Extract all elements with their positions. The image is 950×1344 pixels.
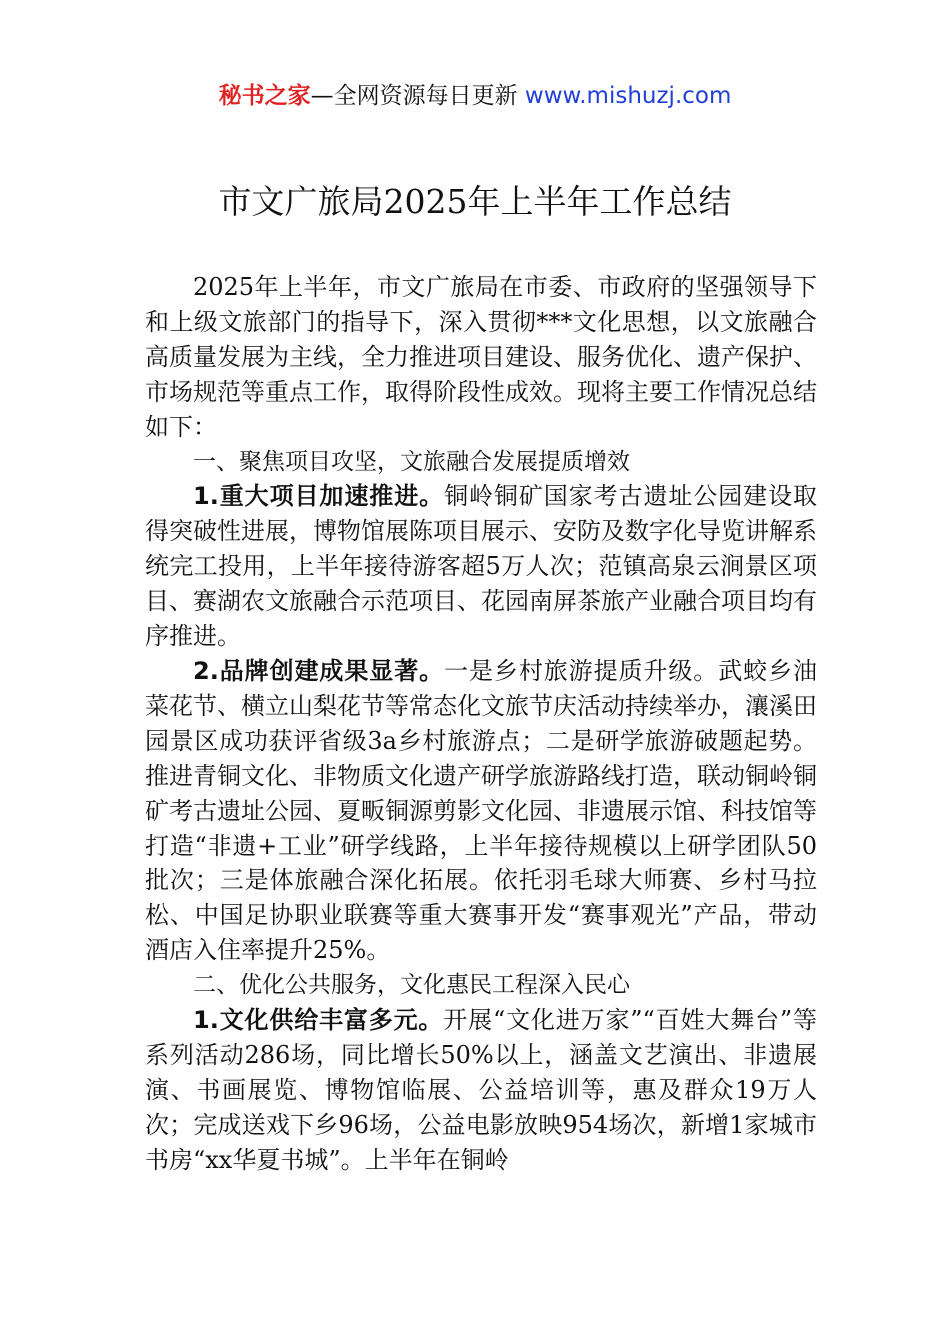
body-paragraph bbox=[145, 654, 817, 968]
intro-paragraph: 2025年上半年，市文广旅局在市委、市政府的坚强领导下和上级文旅部门的指导下，深入贯彻***文化思想，以文旅融合高质量发展为主线，全力推进项目建设、服务优化、遗产保护、市场规范等重点工作，取得阶段性成效。现将主要工作情况总结如下： bbox=[145, 273, 817, 441]
section-heading: 一、聚焦项目攻坚，文旅融合发展提质增效 bbox=[193, 448, 630, 475]
section-heading: 二、优化公共服务，文化惠民工程深入民心 bbox=[193, 972, 630, 999]
paragraph-lead: 2.品牌创建成果显著。 bbox=[193, 656, 445, 685]
document-body bbox=[145, 270, 817, 1178]
banner-brand: 秘书之家 bbox=[218, 83, 311, 109]
paragraph-lead: 1.重大项目加速推进。 bbox=[193, 482, 445, 511]
paragraph-text: 开展“文化进万家”“百姓大舞台”等系列活动286场，同比增长50%以上，涵盖文艺演出、非遗展演、书画展览、博物馆临展、公益培训等，惠及群众19万人次；完成送戏下乡96场，公益电影放映954场次，新增1家城市书房“xx华夏书城”。上半年在铜岭 bbox=[145, 1006, 817, 1174]
paragraph-text: 一是乡村旅游提质升级。武蛟乡油菜花节、横立山梨花节等常态化文旅节庆活动持续举办，瀼溪田园景区成功获评省级3a乡村旅游点；二是研学旅游破题起势。推进青铜文化、非物质文化遗产研学旅游路线打造，联动铜岭铜矿考古遗址公园、夏畈铜源剪影文化园、非遗展示馆、科技馆等打造“非遗+工业”研学线路，上半年接待规模以上研学团队50批次；三是体旅融合深化拓展。依托羽毛球大师赛、乡村马拉松、中国足协职业联赛等重大赛事开发“赛事观光”产品，带动酒店入住率提升25%。 bbox=[145, 656, 817, 965]
site-banner bbox=[0, 80, 950, 112]
document-title: 市文广旅局2025年上半年工作总结 bbox=[218, 182, 732, 221]
body-paragraph bbox=[145, 1003, 817, 1178]
paragraph-text: 铜岭铜矿国家考古遗址公园建设取得突破性进展，博物馆展陈项目展示、安防及数字化导览讲解系统完工投用，上半年接待游客超5万人次；范镇高泉云涧景区项目、赛湖农文旅融合示范项目、花园南屏茶旅产业融合项目均有序推进。 bbox=[145, 482, 817, 651]
banner-slogan: —全网资源每日更新 bbox=[310, 83, 518, 109]
banner-url-link[interactable]: www.mishuzj.com bbox=[524, 83, 732, 109]
paragraph-lead: 1.文化供给丰富多元。 bbox=[193, 1006, 444, 1035]
body-paragraph bbox=[145, 479, 817, 654]
